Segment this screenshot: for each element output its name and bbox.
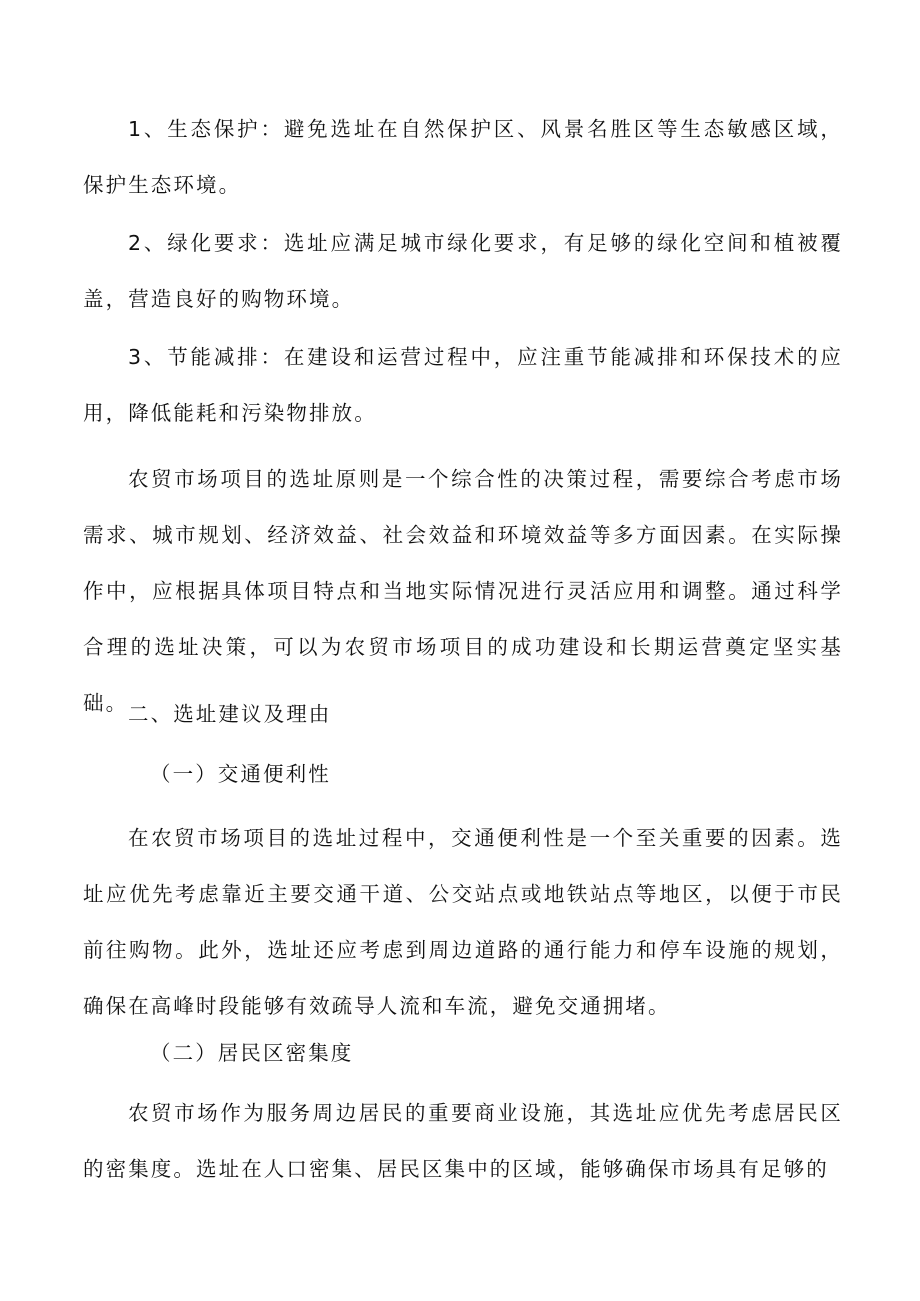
paragraph-greening-requirements: 2、绿化要求：选址应满足城市绿化要求，有足够的绿化空间和植被覆盖，营造良好的购物环境。	[83, 231, 843, 311]
paragraph-energy-saving: 3、节能减排：在建设和运营过程中，应注重节能减排和环保技术的应用，降低能耗和污染物排放。	[83, 345, 843, 425]
paragraph-residential-density: 农贸市场作为服务周边居民的重要商业设施，其选址应优先考虑居民区的密集度。选址在人口密集、居民区集中的区域，能够确保市场具有足够的	[83, 1101, 843, 1181]
paragraph-site-principles-summary: 农贸市场项目的选址原则是一个综合性的决策过程，需要综合考虑市场需求、城市规划、经济效益、社会效益和环境效益等多方面因素。在实际操作中，应根据具体项目特点和当地实际情况进行灵活应用和调整。通过科学合理的选址决策，可以为农贸市场项目的成功建设和长期运营奠定坚实基础。	[83, 467, 843, 715]
paragraph-ecological-protection: 1、生态保护：避免选址在自然保护区、风景名胜区等生态敏感区域，保护生态环境。	[83, 117, 843, 197]
subsection-heading-residential-density: （二）居民区密集度	[150, 1041, 354, 1065]
section-heading-site-suggestions: 二、选址建议及理由	[128, 702, 332, 726]
subsection-heading-transport: （一）交通便利性	[150, 762, 331, 786]
paragraph-transport-convenience: 在农贸市场项目的选址过程中，交通便利性是一个至关重要的因素。选址应优先考虑靠近主要交通干道、公交站点或地铁站点等地区，以便于市民前往购物。此外，选址还应考虑到周边道路的通行能力和停车设施的规划，确保在高峰时段能够有效疏导人流和车流，避免交通拥堵。	[83, 826, 843, 1018]
